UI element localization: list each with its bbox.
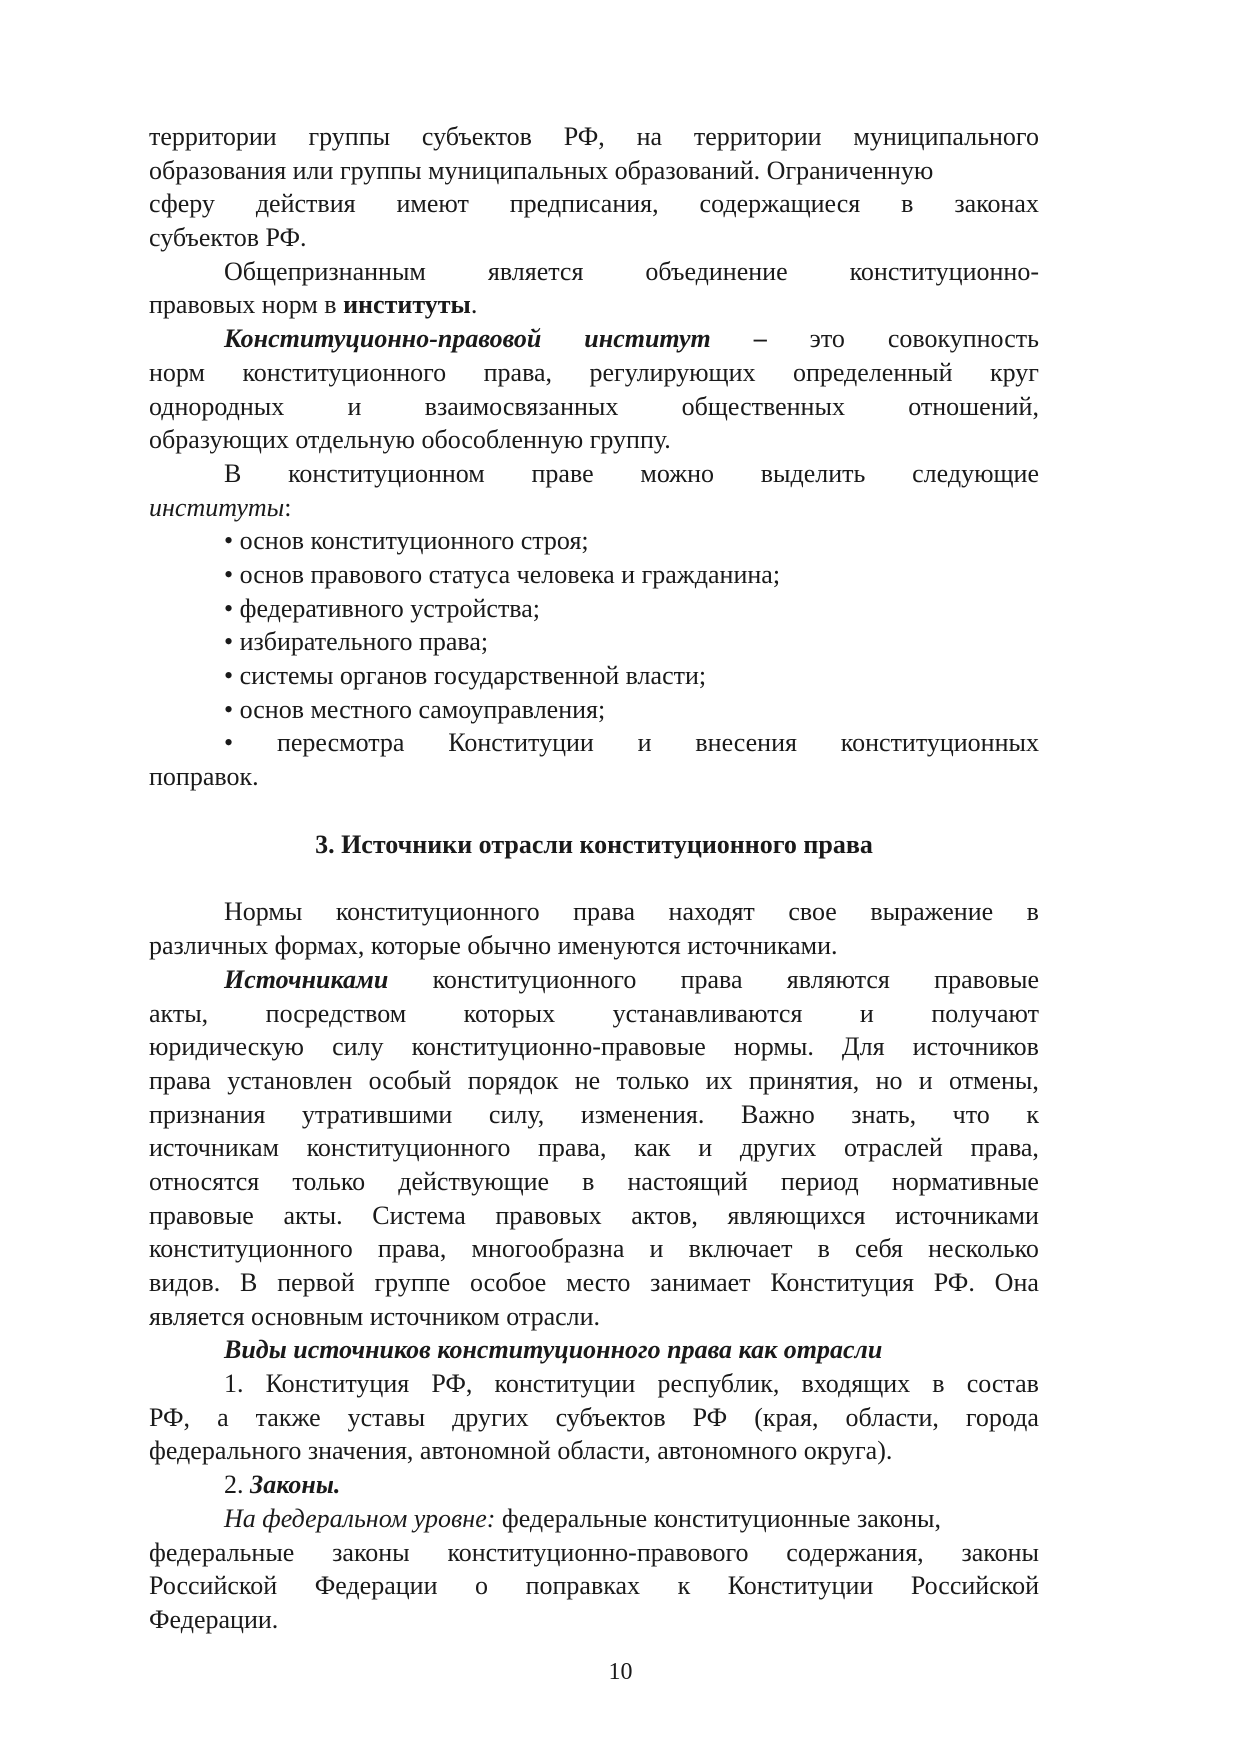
word: Нормы xyxy=(224,897,303,927)
word: общественных xyxy=(681,391,845,421)
text-line xyxy=(149,1401,1039,1435)
word: поправках xyxy=(525,1571,641,1601)
word: не xyxy=(574,1065,601,1095)
word: других xyxy=(739,1133,817,1163)
word: • основ конституционного строя; xyxy=(224,526,589,556)
word: Конституция xyxy=(770,1268,914,1297)
word: законах xyxy=(954,189,1039,219)
word: находят xyxy=(668,897,755,927)
page-number: 10 xyxy=(608,1659,633,1685)
word: в xyxy=(1026,897,1039,927)
word: федеральные xyxy=(149,1537,295,1567)
word: Общепризнанным xyxy=(224,256,426,286)
word: настоящий xyxy=(627,1166,748,1196)
spacer xyxy=(149,794,1039,828)
word: установлен xyxy=(227,1065,353,1095)
text-segment: институт xyxy=(584,324,711,354)
word: отмены, xyxy=(949,1065,1039,1095)
word: следующие xyxy=(912,458,1039,488)
word: города xyxy=(965,1402,1039,1432)
text-line xyxy=(149,693,1039,727)
word: в xyxy=(901,189,914,219)
word: на xyxy=(636,122,663,151)
word: правовых xyxy=(495,1200,602,1230)
word: территории xyxy=(693,122,822,151)
text-line xyxy=(149,895,1039,929)
word: права, xyxy=(538,1133,607,1163)
text-line xyxy=(149,1030,1039,1064)
word: выделить xyxy=(760,458,866,488)
word: В xyxy=(240,1268,258,1297)
text-line xyxy=(149,997,1039,1031)
body-text-block-2 xyxy=(149,895,1039,1636)
word: регулирующих xyxy=(589,357,756,387)
word: праве xyxy=(531,458,594,488)
text-line xyxy=(149,1232,1039,1266)
word: и xyxy=(859,998,874,1028)
text-line xyxy=(149,659,1039,693)
word: но xyxy=(875,1065,903,1095)
word: конституционного xyxy=(335,897,540,927)
word: источникам xyxy=(149,1133,279,1163)
text-segment: : xyxy=(284,492,292,522)
word: конституционно-правового xyxy=(447,1537,749,1567)
text-line xyxy=(149,1603,1039,1637)
text-line xyxy=(149,1300,1039,1334)
word: поправок. xyxy=(149,762,259,792)
word: группе xyxy=(374,1268,451,1297)
word: различных формах, которые обычно именуются источниками. xyxy=(149,931,838,961)
word: образования или группы муниципальных образований. Ограниченную xyxy=(149,155,934,185)
word: только xyxy=(292,1166,366,1196)
word: содержащиеся xyxy=(699,189,861,219)
word: отраслей xyxy=(843,1133,943,1163)
word: РФ, xyxy=(149,1402,191,1432)
word: нормативные xyxy=(891,1166,1039,1196)
word: юридическую xyxy=(149,1032,304,1062)
word: Для xyxy=(841,1032,885,1062)
word: их xyxy=(705,1065,733,1095)
word: содержания, xyxy=(786,1537,924,1567)
text-segment: правовые xyxy=(934,964,1039,994)
text-line xyxy=(149,1131,1039,1165)
word: права xyxy=(149,1065,211,1095)
word: являющихся xyxy=(727,1200,866,1230)
text-line xyxy=(149,255,1039,289)
word: законы xyxy=(961,1537,1039,1567)
word: о xyxy=(475,1571,489,1601)
text-line xyxy=(149,390,1039,424)
text-line xyxy=(149,1569,1039,1603)
word: Конституции xyxy=(727,1571,874,1601)
body-text-block-1 xyxy=(149,120,1039,794)
word: определенный xyxy=(792,357,953,387)
word: уставы xyxy=(347,1402,426,1432)
word: конституционного xyxy=(306,1133,511,1163)
text-line xyxy=(149,1434,1039,1468)
word: изменения. xyxy=(580,1099,705,1129)
text-line xyxy=(149,1502,1039,1536)
word: 1. xyxy=(224,1369,244,1399)
word: • основ правового статуса человека и гражданина; xyxy=(224,559,781,589)
word: силу, xyxy=(488,1099,545,1129)
word: РФ xyxy=(692,1402,728,1432)
word: Российской xyxy=(149,1571,278,1601)
word: конституционного xyxy=(149,1234,353,1264)
word: конституционно- xyxy=(849,256,1039,286)
text-segment: Виды источников конституционного права как отрасли xyxy=(224,1335,883,1365)
word: силу xyxy=(332,1032,384,1062)
word: • федеративного устройства; xyxy=(224,593,540,623)
text-line xyxy=(149,120,1039,154)
word: состав xyxy=(966,1369,1039,1399)
text-line xyxy=(149,1165,1039,1199)
word: Российской xyxy=(910,1571,1039,1601)
word: занимает xyxy=(650,1268,751,1297)
word: включает xyxy=(688,1234,793,1264)
word: • избирательного права; xyxy=(224,627,489,657)
word: в xyxy=(817,1234,830,1264)
word: предписания, xyxy=(509,189,659,219)
word: • основ местного самоуправления; xyxy=(224,694,606,724)
word: • системы органов государственной власти; xyxy=(224,661,707,690)
word: субъектов xyxy=(421,122,532,151)
spacer xyxy=(149,861,1039,895)
section-heading: 3. Источники отрасли конституционного права xyxy=(315,829,873,859)
text-segment: Источниками xyxy=(224,964,389,994)
word: акты, xyxy=(149,998,209,1028)
text-line xyxy=(149,221,1039,255)
text-line xyxy=(149,929,1039,963)
text-line xyxy=(149,726,1039,760)
text-segment: – xyxy=(753,324,767,354)
text-line xyxy=(149,592,1039,626)
text-line xyxy=(149,322,1039,356)
word: конституционно-правовые xyxy=(411,1032,706,1062)
text-line xyxy=(149,558,1039,592)
word: принятия, xyxy=(748,1065,860,1095)
word: пересмотра xyxy=(276,728,405,758)
text-line xyxy=(149,524,1039,558)
text-segment: являются xyxy=(786,964,890,994)
word: нормы. xyxy=(733,1032,814,1062)
text-line xyxy=(149,1098,1039,1132)
text-segment: 2. xyxy=(224,1470,250,1500)
word: муниципального xyxy=(853,122,1039,151)
text-segment: институты xyxy=(149,492,285,522)
word: устанавливаются xyxy=(612,998,803,1028)
word: (края, xyxy=(754,1402,819,1432)
word: к xyxy=(1026,1099,1039,1129)
word: можно xyxy=(640,458,715,488)
word: РФ, xyxy=(431,1369,473,1399)
word: республик, xyxy=(657,1369,780,1399)
word: конституции xyxy=(494,1369,636,1399)
text-line xyxy=(149,1266,1039,1300)
word: сферу xyxy=(149,189,215,219)
text-line xyxy=(149,760,1039,794)
word: утратившими xyxy=(301,1099,453,1129)
word: РФ, xyxy=(563,122,605,151)
text-line xyxy=(149,288,1039,322)
word: получают xyxy=(931,998,1039,1028)
word: источниками xyxy=(895,1200,1039,1230)
text-line xyxy=(149,457,1039,491)
word: права, xyxy=(483,357,553,387)
word: многообразна xyxy=(471,1234,625,1264)
text-segment: Конституционно-правовой xyxy=(224,324,542,354)
word: период xyxy=(780,1166,859,1196)
word: В xyxy=(224,458,242,488)
word: действующие xyxy=(398,1166,550,1196)
text-line xyxy=(149,187,1039,221)
text-line xyxy=(149,491,1039,525)
word: субъектов xyxy=(555,1402,666,1432)
word: знать, xyxy=(851,1099,917,1129)
word: права, xyxy=(970,1133,1039,1163)
document-page xyxy=(149,120,1039,1637)
text-segment: Законы. xyxy=(250,1470,341,1500)
word: области, xyxy=(845,1402,939,1432)
word: и xyxy=(637,728,652,758)
word: порядок xyxy=(467,1065,559,1095)
text-line xyxy=(149,154,1039,188)
text-line xyxy=(149,1367,1039,1401)
word: место xyxy=(566,1268,631,1297)
word: конституционном xyxy=(288,458,485,488)
word: источников xyxy=(912,1032,1039,1062)
word: внесения xyxy=(695,728,797,758)
word: как xyxy=(634,1133,671,1163)
text-line xyxy=(149,423,1039,457)
word: относятся xyxy=(149,1166,260,1196)
word: действия xyxy=(255,189,356,219)
word: является xyxy=(487,256,584,286)
word: взаимосвязанных xyxy=(424,391,619,421)
word: акты. xyxy=(283,1200,343,1230)
word: особый xyxy=(368,1065,452,1095)
word: в xyxy=(582,1166,595,1196)
word: и xyxy=(918,1065,933,1095)
word: правовые xyxy=(149,1200,254,1230)
word: признания xyxy=(149,1099,266,1129)
text-segment: . xyxy=(470,290,478,320)
word: территории xyxy=(149,122,277,151)
word: РФ. xyxy=(933,1268,975,1297)
text-line xyxy=(149,963,1039,997)
word: Она xyxy=(994,1268,1039,1297)
word: права, xyxy=(377,1234,447,1264)
word: себя xyxy=(855,1234,903,1264)
word: видов. xyxy=(149,1268,221,1297)
word: которых xyxy=(463,998,556,1028)
word: и xyxy=(698,1133,713,1163)
word: Федерации xyxy=(314,1571,438,1601)
word: Важно xyxy=(740,1099,815,1129)
word: является основным источником отрасли. xyxy=(149,1301,601,1331)
word: входящих xyxy=(801,1369,911,1399)
text-line xyxy=(149,1199,1039,1233)
word: особое xyxy=(470,1268,547,1297)
text-segment: правовых норм в xyxy=(149,290,344,320)
word: Конституция xyxy=(265,1369,410,1399)
text-line xyxy=(149,625,1039,659)
word: Федерации. xyxy=(149,1604,279,1634)
word: посредством xyxy=(265,998,407,1028)
word: актов, xyxy=(631,1200,698,1230)
word: однородных xyxy=(149,391,285,421)
word: и xyxy=(649,1234,664,1264)
word: Конституции xyxy=(448,728,594,758)
text-segment: права xyxy=(680,964,743,994)
word: федерального значения, автономной области, автономного округа). xyxy=(149,1436,893,1466)
text-segment: федеральные конституционные законы, xyxy=(495,1503,941,1533)
text-segment: совокупность xyxy=(887,324,1039,354)
text-line xyxy=(149,1064,1039,1098)
word: образующих отдельную обособленную группу. xyxy=(149,425,671,455)
word: к xyxy=(677,1571,691,1601)
word: объединение xyxy=(645,256,788,286)
text-line xyxy=(149,1333,1039,1367)
text-segment: конституционного xyxy=(432,964,637,994)
word: несколько xyxy=(928,1234,1039,1264)
word: свое xyxy=(788,897,837,927)
word: и xyxy=(347,391,362,421)
word: норм xyxy=(149,357,205,387)
text-segment: институты xyxy=(343,290,471,320)
word: имеют xyxy=(396,189,469,219)
text-line xyxy=(149,356,1039,390)
word: также xyxy=(255,1402,321,1432)
word: Система xyxy=(372,1200,466,1230)
word: группы xyxy=(308,122,391,151)
word: отношений, xyxy=(908,391,1039,421)
word: круг xyxy=(990,357,1039,387)
word: • xyxy=(224,728,234,758)
word: права xyxy=(573,897,636,927)
word: конституционных xyxy=(840,728,1039,758)
word: выражение xyxy=(870,897,994,927)
word: а xyxy=(217,1402,229,1432)
text-segment: это xyxy=(809,324,845,354)
text-segment: На федеральном уровне: xyxy=(224,1503,496,1533)
text-line xyxy=(149,1536,1039,1570)
word: других xyxy=(452,1402,529,1432)
word: конституционного xyxy=(242,357,447,387)
word: что xyxy=(952,1099,990,1129)
word: в xyxy=(932,1369,945,1399)
word: только xyxy=(616,1065,690,1095)
word: первой xyxy=(277,1268,355,1297)
text-line xyxy=(149,1468,1039,1502)
word: субъектов РФ. xyxy=(149,223,307,253)
word: законы xyxy=(332,1537,410,1567)
